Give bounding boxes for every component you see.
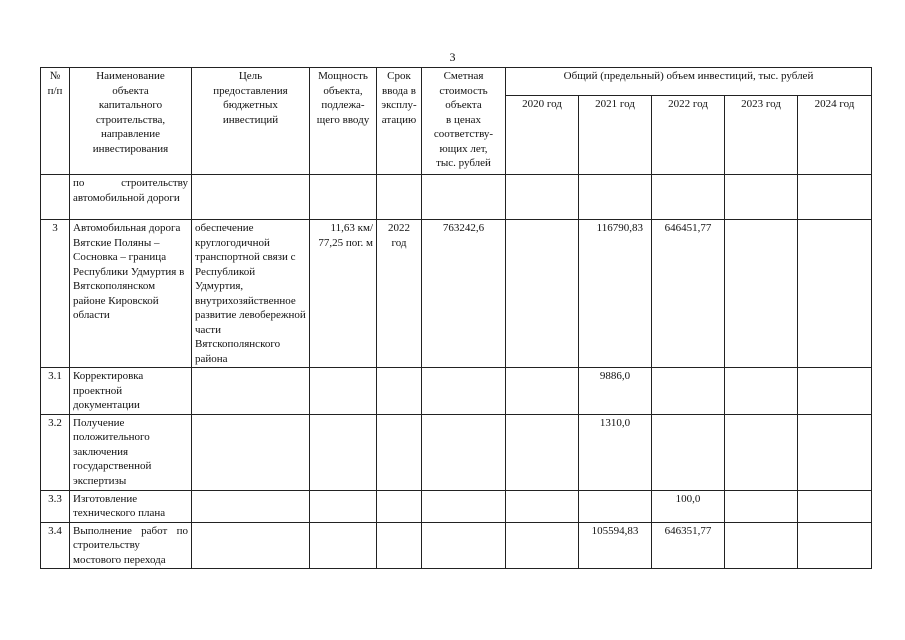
cell-2020: [506, 220, 579, 368]
cell-goal: [192, 490, 310, 522]
table-row: [41, 368, 872, 415]
cell-2022: [652, 368, 725, 415]
cell-2022: [652, 175, 725, 220]
table-row: [41, 414, 872, 490]
cell-cost: [422, 522, 506, 569]
header-year-2021: 2021 год: [579, 96, 652, 175]
cell-num: [41, 175, 70, 220]
table-row: [41, 522, 872, 569]
cell-2022: [652, 414, 725, 490]
cell-term: [377, 414, 422, 490]
cell-2020: [506, 368, 579, 415]
cell-2020: [506, 175, 579, 220]
cell-capacity: [310, 175, 377, 220]
cell-2024: [798, 414, 872, 490]
cell-2021: 105594,83: [579, 522, 652, 569]
cell-cost: [422, 414, 506, 490]
table-row: [41, 490, 872, 522]
cell-num: 3.4: [41, 522, 70, 569]
cell-term: [377, 490, 422, 522]
header-name: Наименование объекта капитального строительства, направление инвестирования: [70, 68, 192, 175]
cell-2024: [798, 368, 872, 415]
cell-num: 3.1: [41, 368, 70, 415]
cell-capacity: 11,63 км/ 77,25 пог. м: [310, 220, 377, 368]
cell-num: 3.2: [41, 414, 70, 490]
cell-2021: [579, 175, 652, 220]
cell-2022: 100,0: [652, 490, 725, 522]
cell-2021: 9886,0: [579, 368, 652, 415]
cell-2024: [798, 175, 872, 220]
cell-2023: [725, 414, 798, 490]
cell-goal: обеспечение круглогодичной транспортной связи с Республикой Удмуртия, внутрихозяйственное развитие левобережной части Вятскополянского района: [192, 220, 310, 368]
header-cost: Сметная стоимость объекта в ценах соответству- ющих лет, тыс. рублей: [422, 68, 506, 175]
investment-table: [40, 67, 872, 569]
cell-cost: [422, 490, 506, 522]
header-year-2022: 2022 год: [652, 96, 725, 175]
cell-capacity: [310, 368, 377, 415]
table-row: [41, 175, 872, 220]
cell-2024: [798, 522, 872, 569]
cell-cost: 763242,6: [422, 220, 506, 368]
table-row: [41, 220, 872, 368]
cell-name: Автомобильная дорога Вятские Поляны – Сосновка – граница Республики Удмуртия в Вятскополянском районе Кировской области: [70, 220, 192, 368]
cell-2020: [506, 490, 579, 522]
header-capacity: Мощность объекта, подлежа- щего вводу: [310, 68, 377, 175]
header-year-2023: 2023 год: [725, 96, 798, 175]
cell-term: [377, 175, 422, 220]
cell-capacity: [310, 490, 377, 522]
header-year-2020: 2020 год: [506, 96, 579, 175]
cell-2020: [506, 414, 579, 490]
cell-goal: [192, 522, 310, 569]
cell-2021: [579, 490, 652, 522]
header-num: № п/п: [41, 68, 70, 175]
cell-cost: [422, 175, 506, 220]
page-number: 3: [449, 50, 456, 64]
cell-2024: [798, 220, 872, 368]
header-total-investment: Общий (предельный) объем инвестиций, тыс. рублей: [506, 68, 872, 96]
cell-num: 3.3: [41, 490, 70, 522]
cell-goal: [192, 368, 310, 415]
cell-goal: [192, 175, 310, 220]
cell-term: [377, 368, 422, 415]
cell-name: Выполнение работ по строительству мостового перехода: [70, 522, 192, 569]
cell-goal: [192, 414, 310, 490]
cell-name: Корректировка проектной документации: [70, 368, 192, 415]
cell-2020: [506, 522, 579, 569]
header-year-2024: 2024 год: [798, 96, 872, 175]
cell-2024: [798, 490, 872, 522]
cell-2021: 1310,0: [579, 414, 652, 490]
cell-capacity: [310, 522, 377, 569]
cell-cost: [422, 368, 506, 415]
cell-2021: 116790,83: [579, 220, 652, 368]
cell-2023: [725, 490, 798, 522]
header-goal: Цель предоставления бюджетных инвестиций: [192, 68, 310, 175]
cell-capacity: [310, 414, 377, 490]
cell-name: Изготовление технического плана: [70, 490, 192, 522]
cell-term: 2022 год: [377, 220, 422, 368]
cell-name: Получение положительного заключения государственной экспертизы: [70, 414, 192, 490]
cell-2023: [725, 175, 798, 220]
cell-2023: [725, 522, 798, 569]
cell-2022: 646451,77: [652, 220, 725, 368]
cell-2022: 646351,77: [652, 522, 725, 569]
cell-name: по строительству автомобильной дороги: [70, 175, 192, 220]
cell-2023: [725, 368, 798, 415]
cell-term: [377, 522, 422, 569]
cell-num: 3: [41, 220, 70, 368]
cell-2023: [725, 220, 798, 368]
header-term: Срок ввода в эксплу- атацию: [377, 68, 422, 175]
